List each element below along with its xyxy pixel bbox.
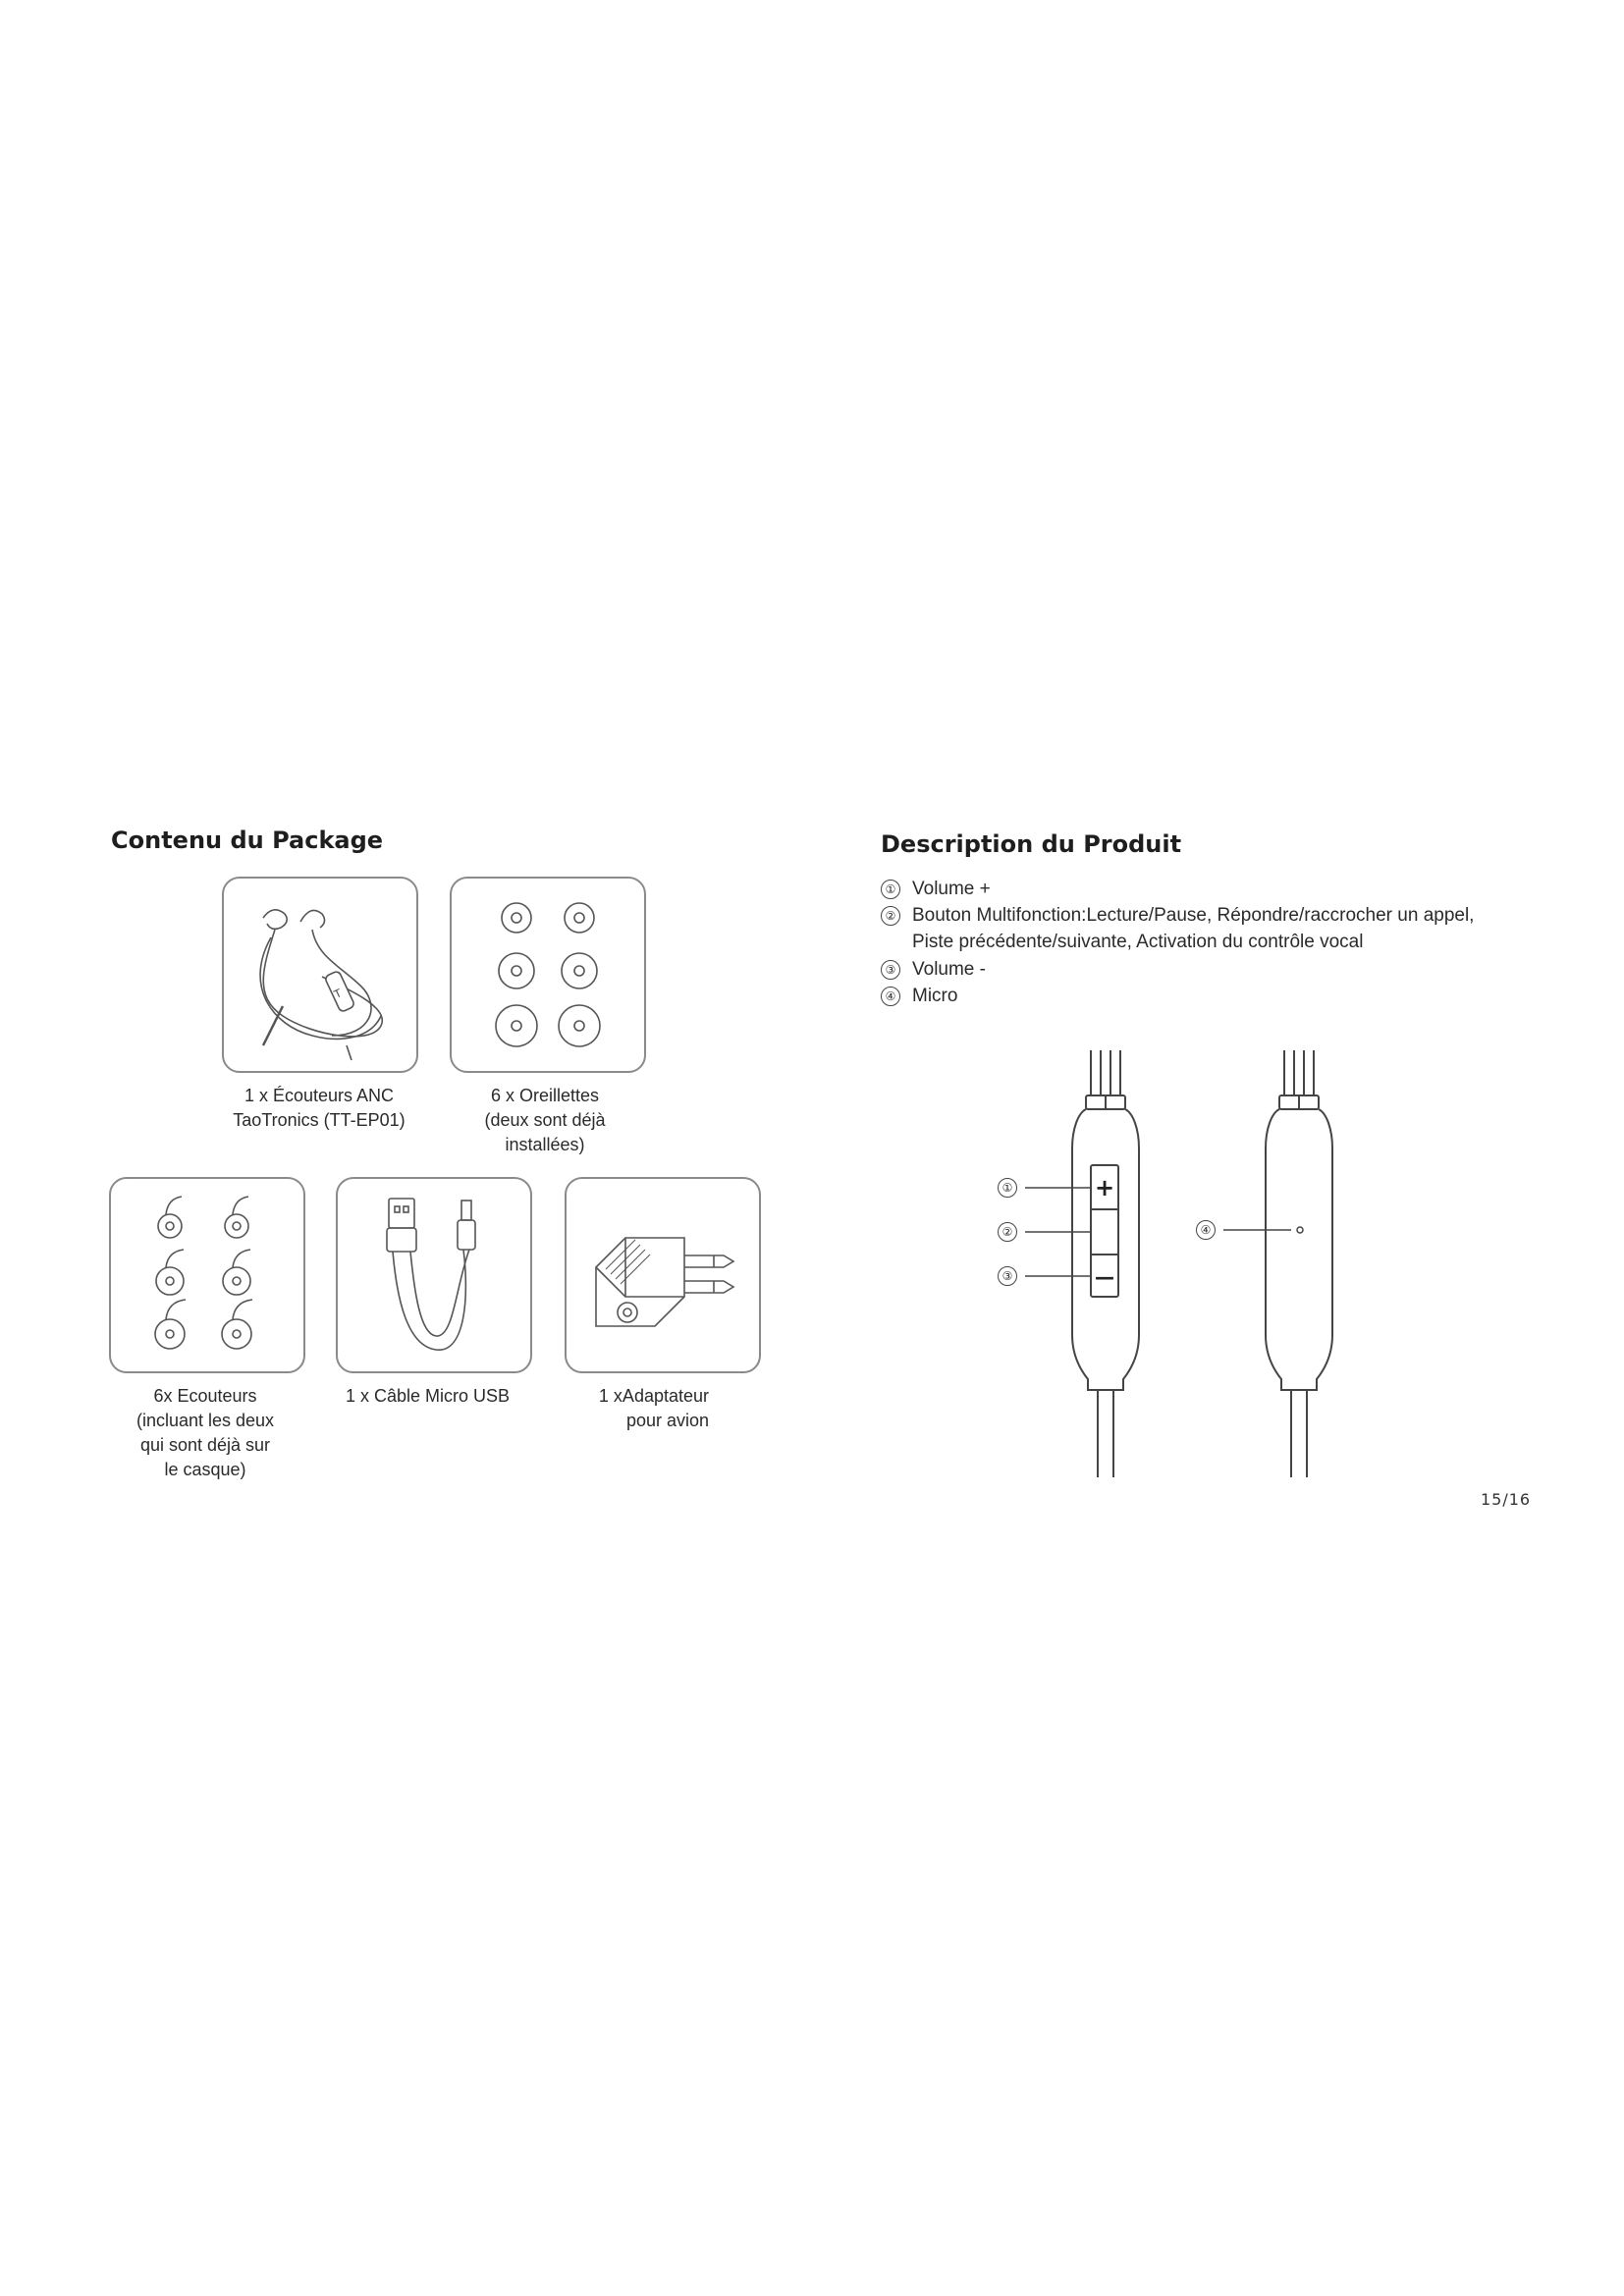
usb-cable-icon [338,1179,530,1371]
airplane-adapter-caption: 1 xAdaptateur pour avion [598,1386,709,1430]
page-number: 15/16 [1481,1490,1532,1509]
callout-1: ① [998,1178,1017,1198]
num-badge-2: ② [881,906,900,926]
package-contents-title: Contenu du Package [111,827,384,854]
callout-4: ④ [1196,1220,1216,1240]
earphones-icon [224,879,416,1071]
usb-cable-caption: 1 x Câble Micro USB [346,1386,511,1406]
volume-minus-symbol: — [1095,1265,1114,1289]
airplane-adapter-box [565,1177,761,1373]
ear-tips-box [450,877,646,1073]
num-badge-4: ④ [881,987,900,1006]
remote-control-diagram [982,1041,1414,1482]
callout-3: ③ [998,1266,1017,1286]
ear-hooks-icon [111,1179,303,1371]
usb-cable-box [336,1177,532,1373]
list-item-1: ① Volume + [881,876,991,902]
ear-hooks-box [109,1177,305,1373]
ear-hooks-caption: 6x Ecouteurs (incluant les deux qui sont déjà sur le casque) [135,1386,275,1479]
list-item-4: ④ Micro [881,983,957,1009]
svg-text:T: T [332,987,345,1001]
product-description-title: Description du Produit [881,830,1182,858]
ear-tips-icon [452,879,644,1071]
callout-2: ② [998,1222,1017,1242]
list-item-2-cont: Piste précédente/suivante, Activation du contrôle vocal [912,932,1364,952]
list-item-2: ② Bouton Multifonction:Lecture/Pause, Répondre/raccrocher un appel, [881,902,1474,929]
ear-tips-caption: 6 x Oreillettes (deux sont déjà installées) [484,1086,606,1154]
remote-diagram-svg [982,1041,1414,1482]
airplane-adapter-icon [567,1179,759,1371]
list-item-3: ③ Volume - [881,956,986,983]
num-badge-1: ① [881,880,900,899]
volume-plus-symbol: + [1094,1174,1115,1201]
num-badge-3: ③ [881,960,900,980]
earphones-box [222,877,418,1073]
earphones-caption: 1 x Écouteurs ANC TaoTronics (TT-EP01) [233,1086,406,1130]
